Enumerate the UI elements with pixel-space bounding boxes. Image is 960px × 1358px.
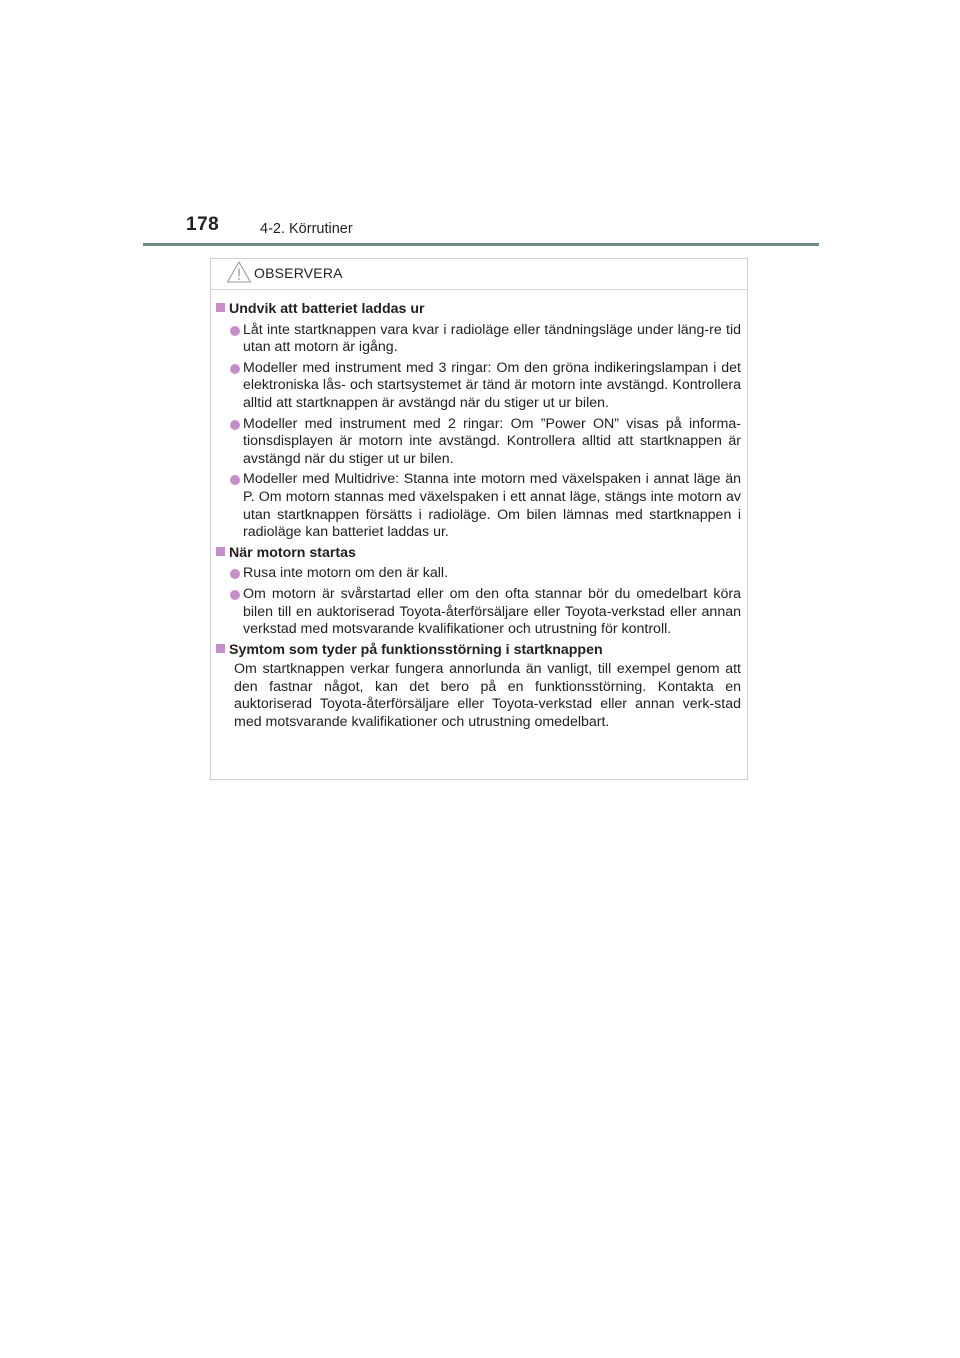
section-heading-text: När motorn startas: [229, 544, 356, 561]
header-rule: [143, 243, 819, 246]
list-item: [230, 322, 741, 357]
list-item: [230, 565, 741, 583]
section-paragraph: Om startknappen verkar fungera annorlunda än vanligt, till exempel genom att den fastnar något, kan det bero på en funktionsstörning. Kontakta en auktoriserad Toyota-återförsäljare eller Toyota-verkstad eller annan verk-stad med motsvarande kvalifikationer och utrustning omedelbart.: [234, 661, 741, 731]
list-item-text: Om motorn är svårstartad eller om den ofta stannar bör du omedelbart köra bilen till en auktoriserad Toyota-återförsäljare eller Toyota-verkstad eller annan verkstad med motsvarande kvalifikationer och utrustning för kontroll.: [243, 585, 741, 638]
section-heading-text: Symtom som tyder på funktionsstörning i startknappen: [229, 641, 603, 658]
list-item: [230, 586, 741, 639]
square-bullet-icon: [216, 644, 225, 653]
list-item: [230, 471, 741, 541]
circle-bullet-icon: [230, 569, 240, 579]
section-heading-text: Undvik att batteriet laddas ur: [229, 301, 425, 317]
section-heading: [216, 642, 741, 660]
square-bullet-icon: [216, 547, 225, 556]
section-heading: [216, 301, 741, 319]
circle-bullet-icon: [230, 364, 240, 374]
list-item-text: Rusa inte motorn om den är kall.: [243, 565, 449, 582]
list-item-text: Modeller med Multidrive: Stanna inte motorn med växelspaken i annat läge än P. Om motorn stannas med växelspaken i ett annat läge, stängs inte motorn av utan startknappen försätts i radioläge. Om bilen lämnas med startknappen i radioläge kan batteriet laddas ur.: [243, 471, 741, 541]
section-starting: [216, 545, 741, 639]
section-heading: [216, 545, 741, 563]
circle-bullet-icon: [230, 475, 240, 485]
page-header: [0, 0, 960, 250]
list-item-text: Modeller med instrument med 2 ringar: Om ”Power ON” visas på informa-tionsdisplayen är motorn inte avstängd. Kontrollera alltid att startknappen är avstängd när du stiger ut ur bilen.: [243, 415, 741, 467]
list-item-text: Låt inte startknappen vara kvar i radioläge eller tändningsläge under läng-re tid utan att motorn är igång.: [243, 321, 741, 356]
section-battery: [216, 301, 741, 542]
section-title: 4-2. Körrutiner: [260, 221, 353, 237]
square-bullet-icon: [216, 303, 225, 312]
warning-triangle-icon: [226, 260, 252, 284]
list-item-text: Modeller med instrument med 3 ringar: Om den gröna indikeringslampan i det elektroniska lås- och startsystemet är tänd är motorn inte avstängd. Kontrollera alltid att startknappen är avstängd när du stiger ut ur bilen.: [243, 359, 741, 411]
circle-bullet-icon: [230, 590, 240, 600]
list-item: [230, 416, 741, 469]
list-item: [230, 360, 741, 413]
notice-box: [210, 258, 748, 780]
circle-bullet-icon: [230, 420, 240, 430]
notice-title: OBSERVERA: [254, 265, 343, 281]
circle-bullet-icon: [230, 326, 240, 336]
section-malfunction: [216, 642, 741, 732]
notice-body: [211, 290, 747, 732]
page-number: 178: [186, 214, 220, 235]
notice-header: [211, 259, 747, 290]
